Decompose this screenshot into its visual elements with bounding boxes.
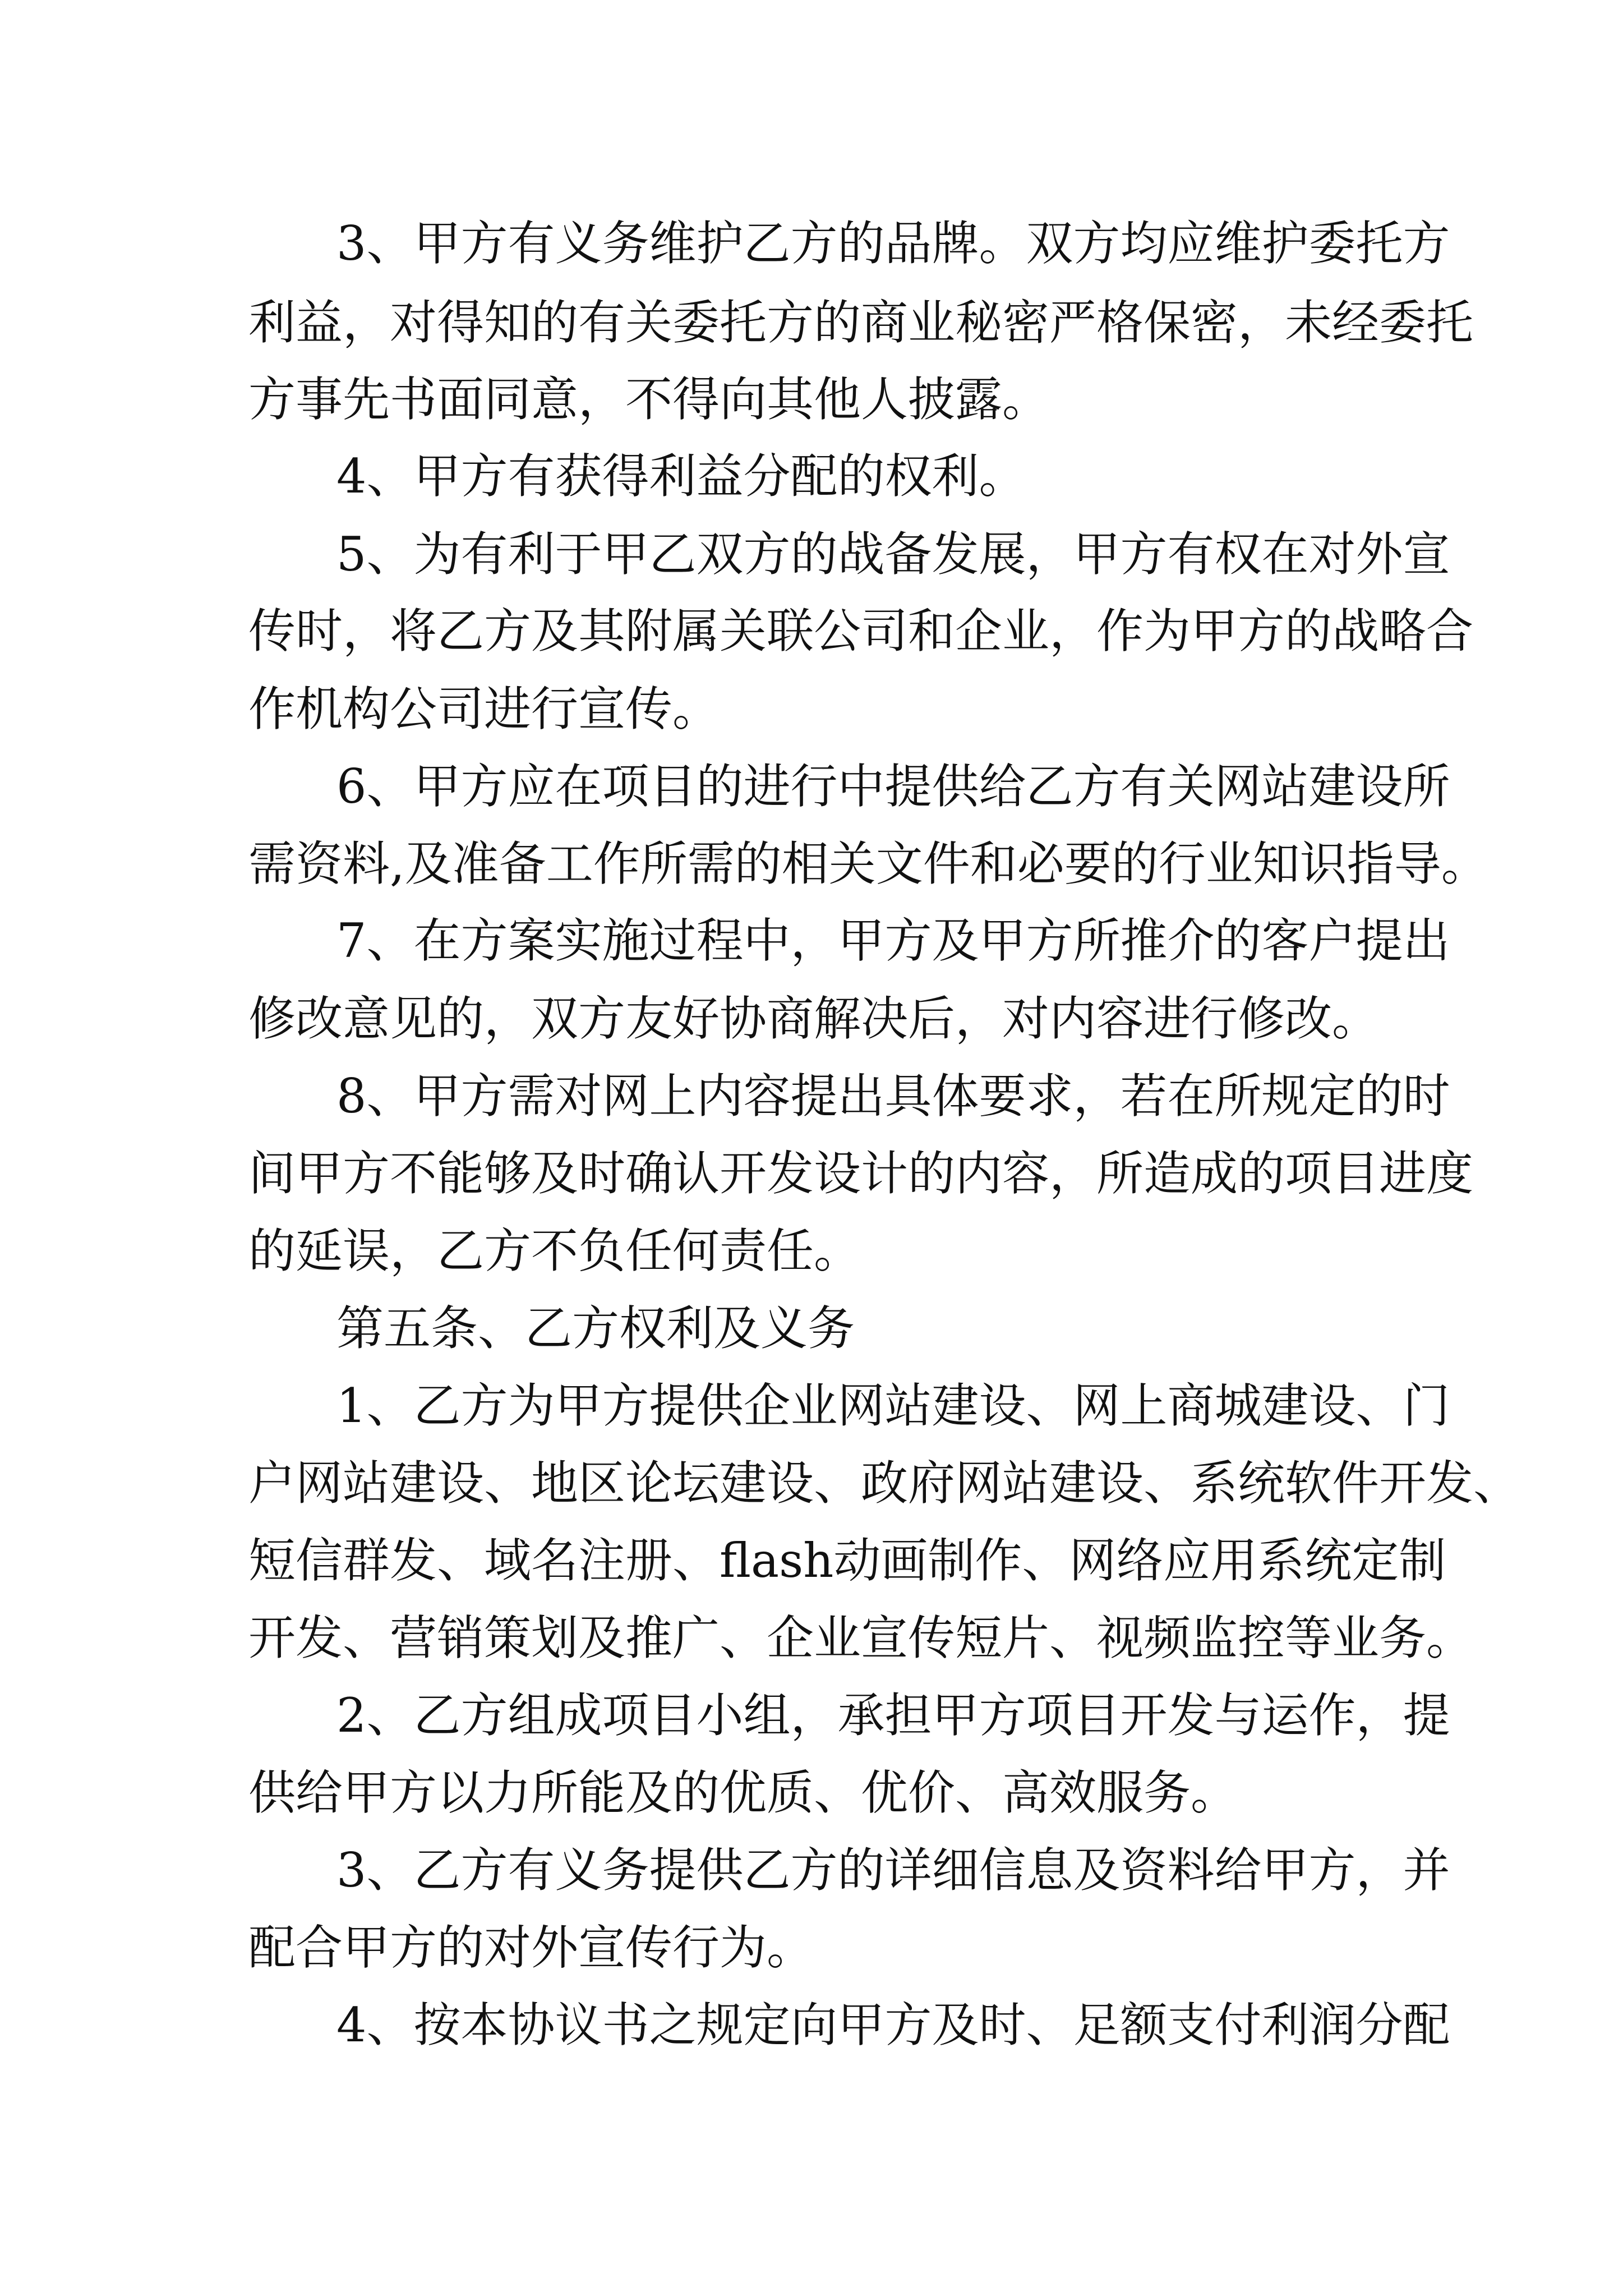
paragraph-line: 6、甲方应在项目的进行中提供给乙方有关网站建设所 — [336, 759, 1450, 814]
paragraph-line: 利益，对得知的有关委托方的商业秘密严格保密，未经委托 — [248, 295, 1474, 350]
paragraph-line: 的延误，乙方不负任何责任。 — [248, 1223, 861, 1278]
paragraph-line: 传时，将乙方及其附属关联公司和企业，作为甲方的战略合 — [248, 604, 1474, 659]
paragraph-line: 3、乙方有义务提供乙方的详细信息及资料给甲方，并 — [336, 1843, 1450, 1898]
paragraph-line: 1、乙方为甲方提供企业网站建设、网上商城建设、门 — [336, 1378, 1450, 1433]
paragraph-line: 方事先书面同意，不得向其他人披露。 — [248, 372, 1050, 427]
paragraph-line: 户网站建设、地区论坛建设、政府网站建设、系统软件开发、 — [248, 1456, 1521, 1511]
paragraph-line: 4、甲方有获得利益分配的权利。 — [336, 449, 1026, 504]
section-heading: 第五条、乙方权利及义务 — [336, 1301, 855, 1356]
paragraph-line: 需资料,及准备工作所需的相关文件和必要的行业知识指导。 — [248, 836, 1488, 891]
paragraph-line: 7、在方案实施过程中，甲方及甲方所推介的客户提出 — [336, 913, 1450, 968]
paragraph-line: 2、乙方组成项目小组，承担甲方项目开发与运作，提 — [336, 1688, 1450, 1743]
paragraph-line: 3、甲方有义务维护乙方的品牌。双方均应维护委托方 — [336, 216, 1450, 271]
paragraph-line: 开发、营销策划及推广、企业宣传短片、视频监控等业务。 — [248, 1611, 1474, 1665]
paragraph-line: 配合甲方的对外宣传行为。 — [248, 1920, 814, 1975]
paragraph-line: 供给甲方以力所能及的优质、优价、高效服务。 — [248, 1765, 1238, 1820]
paragraph-line: 短信群发、域名注册、flash动画制作、网络应用系统定制 — [248, 1533, 1446, 1588]
paragraph-line: 8、甲方需对网上内容提出具体要求，若在所规定的时 — [336, 1069, 1450, 1124]
paragraph-line: 5、为有利于甲乙双方的战备发展，甲方有权在对外宣 — [336, 527, 1450, 582]
paragraph-line: 修改意见的，双方友好协商解决后，对内容进行修改。 — [248, 991, 1380, 1046]
paragraph-line: 作机构公司进行宣传。 — [248, 682, 720, 737]
paragraph-line: 4、按本协议书之规定向甲方及时、足额支付利润分配 — [336, 1998, 1450, 2053]
paragraph-line: 间甲方不能够及时确认开发设计的内容，所造成的项目进度 — [248, 1146, 1474, 1201]
